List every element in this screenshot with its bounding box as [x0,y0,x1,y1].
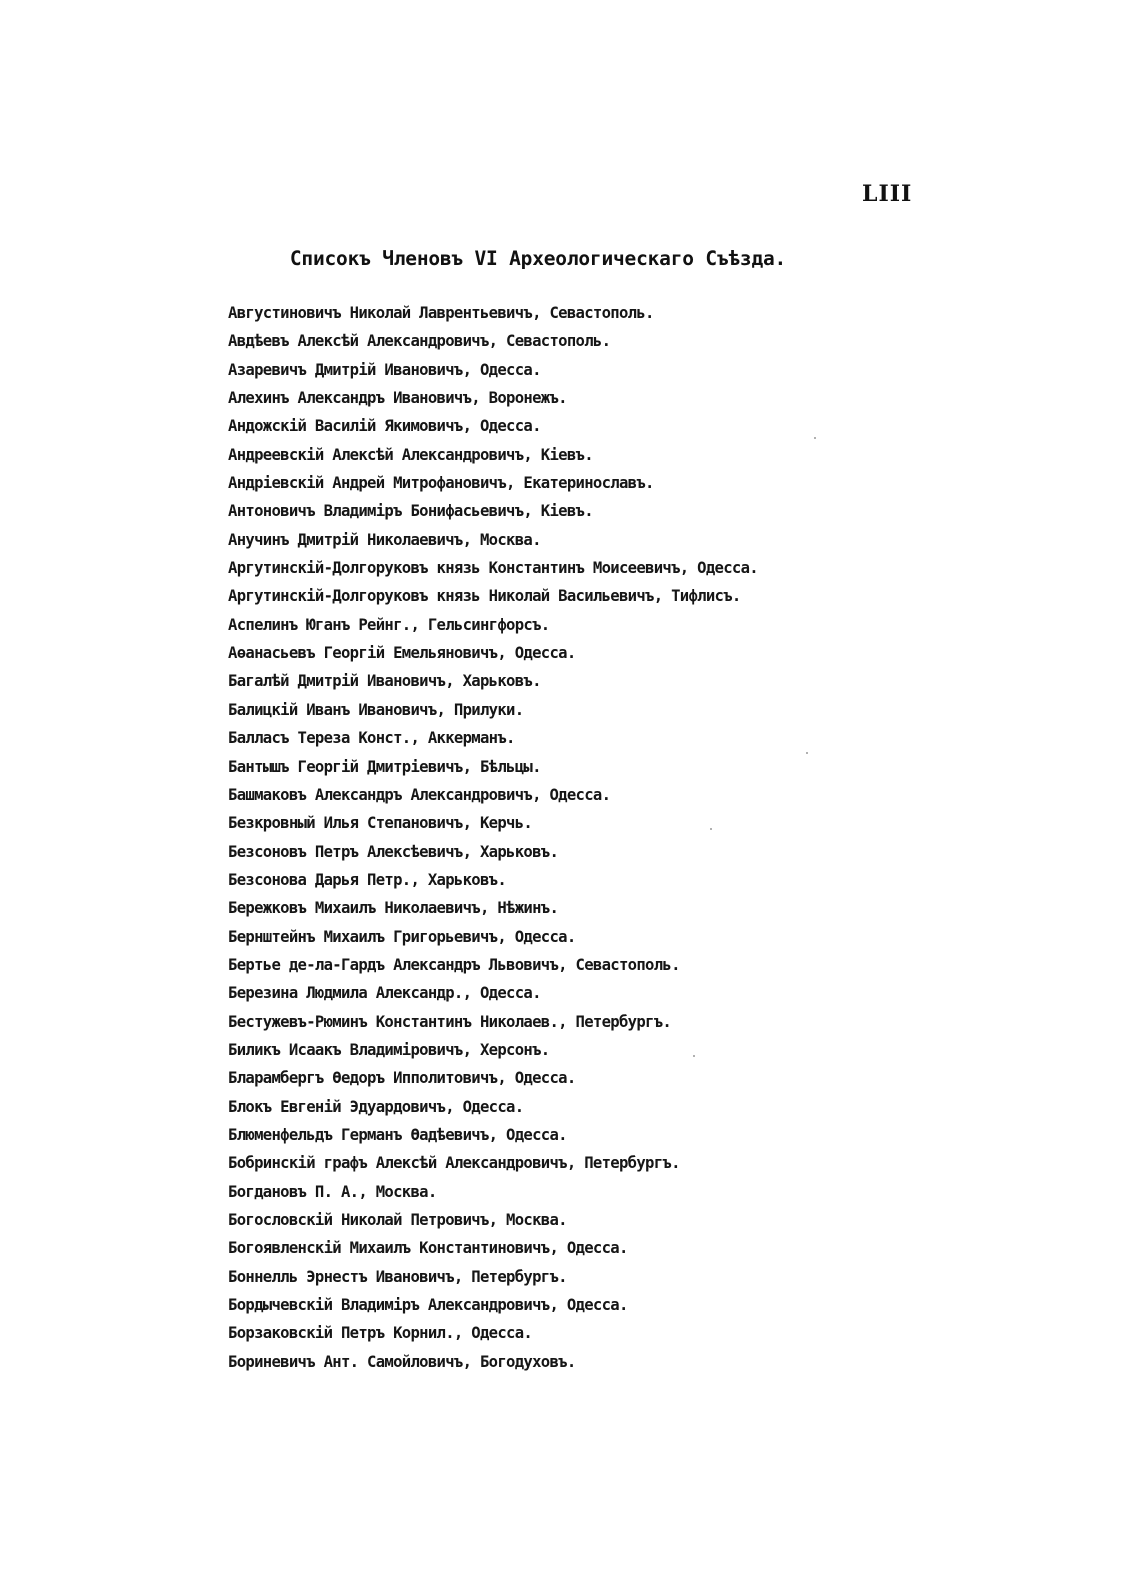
member-entry: Балласъ Тереза Конст., Аккерманъ. [228,729,515,748]
member-entry: Безкровный Илья Степановичъ, Керчь. [228,814,533,833]
member-entry: Азаревичъ Дмитрій Ивановичъ, Одесса. [228,360,541,379]
member-entry: Андріевскій Андрей Митрофановичъ, Екатеринославъ. [228,474,654,493]
member-entry: Безсонова Дарья Петр., Харьковъ. [228,870,507,889]
member-entry: Аргутинскій-Долгоруковъ князь Николай Васильевичъ, Тифлисъ. [228,587,741,606]
member-entry: Аспелинъ Юганъ Рейнг., Гельсингфорсъ. [228,615,550,634]
member-entry: Антоновичъ Владиміръ Бонифасьевичъ, Кіевъ. [228,502,593,521]
member-entry: Башмаковъ Александръ Александровичъ, Одесса. [228,785,611,804]
member-entry: Бертье де-ла-Гардъ Александръ Львовичъ, Севастополь. [228,955,680,974]
page-number: LIII [862,181,913,207]
print-speck [814,437,816,439]
member-entry: Андожскій Василій Якимовичъ, Одесса. [228,417,541,436]
member-entry: Андреевскій Алексѣй Александровичъ, Кіевъ. [228,445,593,464]
print-speck [693,1055,695,1057]
page-title: Списокъ Членовъ VI Археологическаго Съѣзда. [289,247,787,270]
member-entry: Богословскій Николай Петровичъ, Москва. [228,1211,567,1229]
print-speck [806,752,808,754]
member-entry: Бордычевскій Владиміръ Александровичъ, Одесса. [228,1296,628,1315]
member-entry: Боннелль Эрнестъ Ивановичъ, Петербургъ. [228,1267,567,1286]
member-entry: Бернштейнъ Михаилъ Григорьевичъ, Одесса. [228,927,576,946]
member-entry: Бларамбергъ Ѳедоръ Ипполитовичъ, Одесса. [228,1069,576,1088]
member-entry: Багалѣй Дмитрій Ивановичъ, Харьковъ. [228,672,541,691]
member-entry: Борзаковскій Петръ Корнил., Одесса. [228,1324,533,1343]
member-entry: Богоявленскій Михаилъ Константиновичъ, Одесса. [228,1239,628,1258]
member-entry: Бантышъ Георгій Дмитріевичъ, Бѣльцы. [228,757,541,776]
member-entry: Березина Людмила Александр., Одесса. [228,984,541,1003]
member-entry: Алехинъ Александръ Ивановичъ, Воронежъ. [228,389,567,408]
member-entry: Блюменфельдъ Германъ Ѳадѣевичъ, Одесса. [228,1125,567,1144]
member-entry: Авдѣевъ Алексѣй Александровичъ, Севастополь. [228,332,611,351]
members-list [228,299,758,1376]
member-entry: Аргутинскій-Долгоруковъ князь Константинъ Моисеевичъ, Одесса. [228,559,758,578]
member-entry: Бориневичъ Ант. Самойловичъ, Богодуховъ. [228,1352,576,1371]
member-entry: Анучинъ Дмитрій Николаевичъ, Москва. [228,530,541,549]
member-entry: Бобринскій графъ Алексѣй Александровичъ, Петербургъ. [228,1154,680,1173]
member-entry: Богдановъ П. А., Москва. [228,1182,437,1201]
member-entry: Блокъ Евгеній Эдуардовичъ, Одесса. [228,1097,524,1116]
print-speck [710,828,712,830]
member-entry: Балицкій Иванъ Ивановичъ, Прилуки. [228,700,524,719]
member-entry: Бестужевъ-Рюминъ Константинъ Николаев., Петербургъ. [228,1012,672,1031]
member-entry: Биликъ Исаакъ Владиміровичъ, Херсонъ. [228,1040,550,1059]
member-entry: Аѳанасьевъ Георгій Емельяновичъ, Одесса. [228,644,576,663]
member-entry: Бережковъ Михаилъ Николаевичъ, Нѣжинъ. [228,899,559,918]
member-entry: Безсоновъ Петръ Алексѣевичъ, Харьковъ. [228,842,559,861]
member-entry: Августиновичъ Николай Лаврентьевичъ, Севастополь. [228,304,654,322]
